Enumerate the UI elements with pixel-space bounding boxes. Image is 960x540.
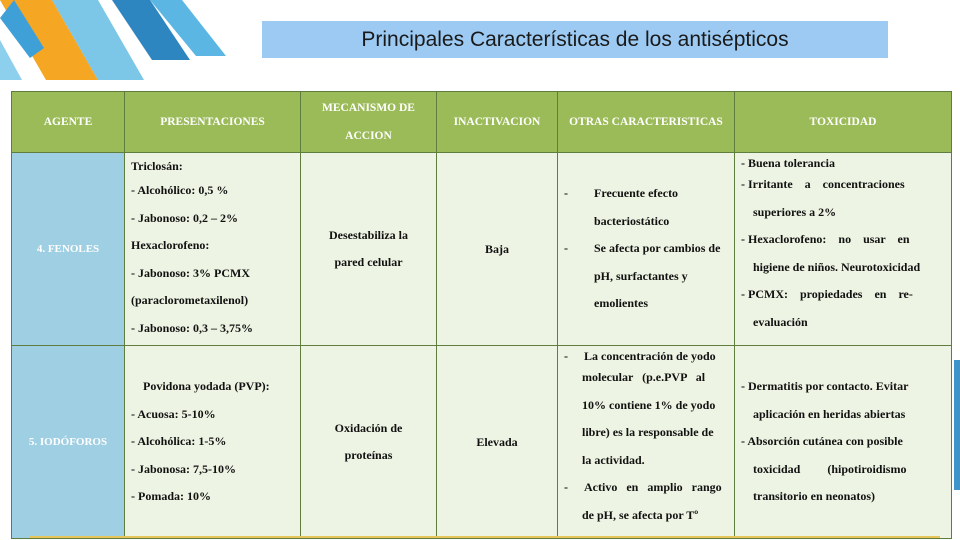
text-line: la actividad. (582, 452, 645, 467)
text-line: - Alcohólico: 0,5 % (131, 183, 229, 197)
otras-cell (558, 153, 735, 346)
mecanismo-cell (301, 346, 437, 539)
otras-cell (558, 346, 735, 539)
text-line: higiene de niños. Neurotoxicidad (753, 259, 921, 274)
text-line: pared celular (334, 255, 403, 269)
corner-stripes-decoration (0, 0, 240, 90)
text-line: La concentración de yodo (584, 349, 716, 363)
text-line: molecular (p.e.PVP al (582, 370, 706, 384)
header-otras: OTRAS CARACTERISTICAS (558, 92, 735, 153)
text-line: Activo en amplio rango (584, 480, 722, 494)
text-line: - Jabonosa: 7,5-10% (131, 461, 237, 476)
header-inactivacion: INACTIVACION (437, 92, 558, 153)
table-row-fenoles (12, 153, 952, 346)
bottom-divider (30, 536, 940, 538)
text-line: de pH, se afecta por Tº (582, 507, 699, 522)
text-line: Povidona yodada (PVP): (143, 379, 270, 394)
text-line: (paraclorometaxilenol) (131, 293, 249, 307)
right-edge-decoration (954, 360, 960, 490)
presentaciones-cell (125, 346, 301, 539)
text-line: Oxidación de (334, 420, 403, 435)
bullet-line (564, 474, 728, 502)
dash: - (564, 186, 568, 201)
text-line: - Alcohólica: 1-5% (131, 434, 227, 449)
agent-cell: 5. IODÓFOROS (12, 346, 125, 539)
text-line: toxicidad (hipotiroidismo (753, 461, 907, 476)
header-agente: AGENTE (12, 92, 125, 153)
title-banner (262, 21, 888, 58)
text-line: bacteriostático (594, 213, 670, 228)
text-line: superiores a 2% (753, 204, 837, 219)
text-line: evaluación (753, 314, 808, 329)
text-line: - Hexaclorofeno: no usar en (741, 232, 910, 246)
header-mecanismo: MECANISMO DE ACCION (301, 92, 437, 153)
text-line: Triclosán: (131, 159, 183, 173)
text-line: - Irritante a concentraciones (741, 177, 905, 191)
text-line: Se afecta por cambios de (594, 241, 721, 256)
inactivacion-cell: Elevada (437, 346, 558, 539)
text-line: pH, surfactantes y (594, 268, 688, 283)
text-line: libre) es la responsable de (582, 425, 714, 439)
bullet-line (564, 235, 728, 263)
antiseptics-table (11, 91, 952, 539)
text-line: aplicación en heridas abiertas (753, 406, 906, 421)
text-line: - Dermatitis por contacto. Evitar (741, 379, 909, 394)
text-line: proteínas (344, 448, 393, 462)
text-line: transitorio en neonatos) (753, 489, 875, 504)
text-line: - Jabonoso: 3% PCMX (131, 265, 250, 280)
text-line: Hexaclorofeno: (131, 238, 210, 252)
text-line: - Acuosa: 5-10% (131, 406, 216, 421)
header-presentaciones: PRESENTACIONES (125, 92, 301, 153)
toxicidad-cell (735, 153, 952, 346)
toxicidad-cell (735, 346, 952, 539)
text-line: - PCMX: propiedades en re- (741, 287, 913, 301)
text-line: 10% contiene 1% de yodo (582, 397, 716, 412)
dash: - (564, 480, 568, 494)
slide-title: Principales Características de los antisépticos (361, 27, 789, 51)
header-row (12, 92, 952, 153)
bullet-line (564, 348, 728, 364)
dash: - (564, 241, 568, 256)
text-line: - Jabonoso: 0,3 – 3,75% (131, 320, 254, 335)
dash: - (564, 349, 568, 363)
text-line: - Buena tolerancia (741, 156, 835, 170)
mecanismo-cell (301, 153, 437, 346)
agent-cell: 4. FENOLES (12, 153, 125, 346)
table-row-iodoforos (12, 346, 952, 539)
text-line: Desestabiliza la (329, 227, 408, 242)
text-line: - Absorción cutánea con posible (741, 434, 903, 449)
presentaciones-cell (125, 153, 301, 346)
text-line: - Pomada: 10% (131, 489, 211, 504)
text-line: Frecuente efecto (594, 186, 679, 201)
bullet-line (564, 180, 728, 208)
header-toxicidad: TOXICIDAD (735, 92, 952, 153)
text-line: emolientes (594, 296, 648, 311)
inactivacion-cell: Baja (437, 153, 558, 346)
text-line: - Jabonoso: 0,2 – 2% (131, 210, 239, 225)
